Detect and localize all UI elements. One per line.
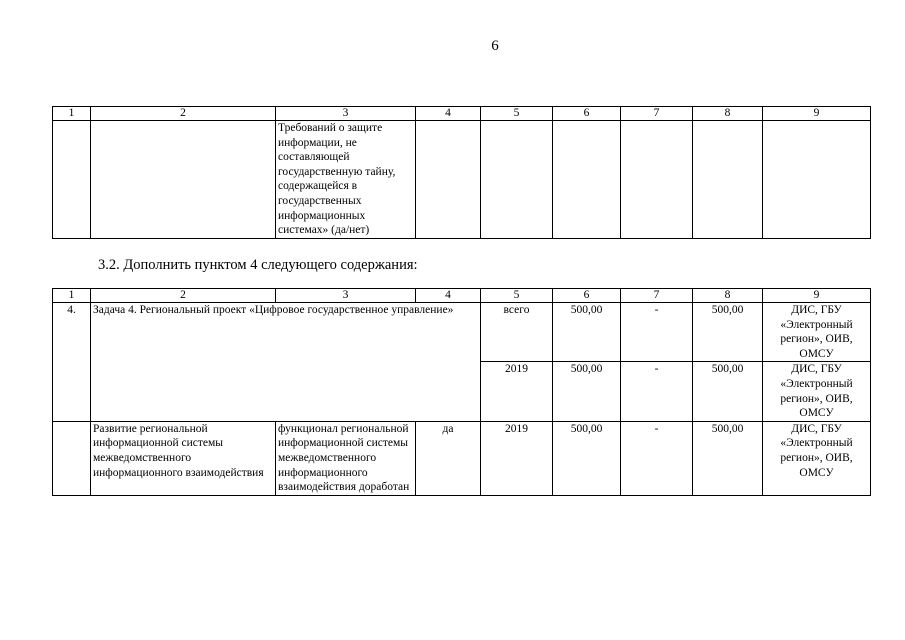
col-header: 8 [693,107,763,121]
amount-cell: - [621,362,693,421]
table-row [53,303,871,362]
table-cell [481,121,553,239]
col-header: 6 [553,107,621,121]
table-cell: Требований о защите информации, не составляющей государственную тайну, содержащейся в государственных информационных системах» (да/нет) [276,121,416,239]
amount-cell: 500,00 [693,421,763,495]
col-header: 7 [621,289,693,303]
amount-cell: 500,00 [553,303,621,362]
col-header: 5 [481,289,553,303]
col-header: 3 [276,289,416,303]
col-header: 7 [621,107,693,121]
table-cell [553,121,621,239]
year-cell: всего [481,303,553,362]
executor-cell: ДИС, ГБУ «Электронный регион», ОИВ, ОМСУ [763,362,871,421]
activity-name: Развитие региональной информационной системы межведомственного информационного взаимодействия [91,421,276,495]
indicator-value: да [416,421,481,495]
col-header: 5 [481,107,553,121]
table-row [53,421,871,495]
amount-cell: - [621,303,693,362]
col-header: 4 [416,107,481,121]
table-cell [693,121,763,239]
table-cell [621,121,693,239]
col-header: 1 [53,289,91,303]
amount-cell: 500,00 [553,362,621,421]
col-header: 1 [53,107,91,121]
table-cell [53,121,91,239]
col-header: 4 [416,289,481,303]
amendment-paragraph: 3.2. Дополнить пунктом 4 следующего содержания: [98,257,418,273]
col-header: 2 [91,289,276,303]
executor-cell: ДИС, ГБУ «Электронный регион», ОИВ, ОМСУ [763,421,871,495]
amount-cell: 500,00 [693,303,763,362]
indicator-name: функционал региональной информационной системы межведомственного информационного взаимодействия доработан [276,421,416,495]
year-cell: 2019 [481,421,553,495]
table-cell [416,121,481,239]
table-row [53,121,871,239]
col-header: 6 [553,289,621,303]
table-header-row [53,289,871,303]
table-new-item [52,288,871,496]
amount-cell: - [621,421,693,495]
table-cell [53,421,91,495]
col-header: 3 [276,107,416,121]
table-cell [763,121,871,239]
page-number: 6 [491,38,499,54]
year-cell: 2019 [481,362,553,421]
executor-cell: ДИС, ГБУ «Электронный регион», ОИВ, ОМСУ [763,303,871,362]
col-header: 2 [91,107,276,121]
task-title: Задача 4. Региональный проект «Цифровое государственное управление» [91,303,481,422]
col-header: 8 [693,289,763,303]
item-number: 4. [53,303,91,422]
col-header: 9 [763,107,871,121]
amount-cell: 500,00 [693,362,763,421]
table-cell [91,121,276,239]
table-continuation [52,106,871,239]
col-header: 9 [763,289,871,303]
table-header-row [53,107,871,121]
amount-cell: 500,00 [553,421,621,495]
